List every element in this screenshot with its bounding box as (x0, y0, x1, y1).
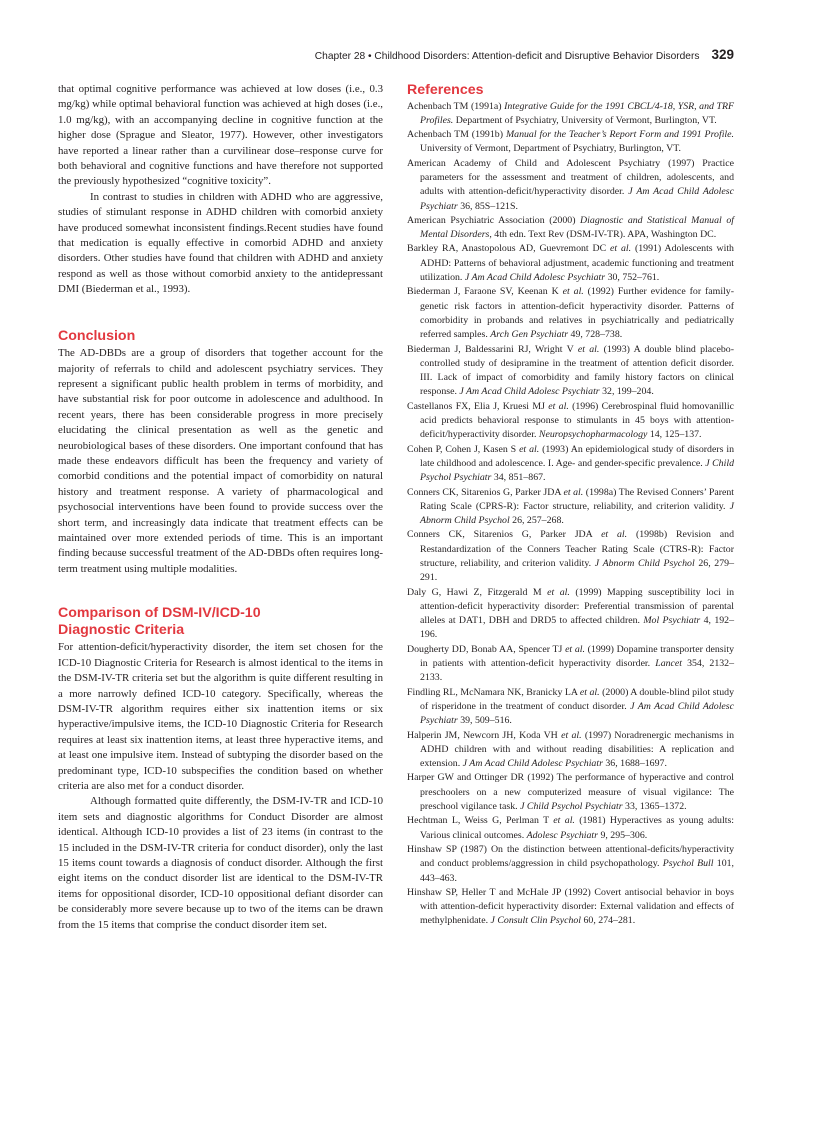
comparison-heading-line1: Comparison of DSM-IV/ICD-10 (58, 605, 261, 622)
reference-item: Achenbach TM (1991a) Integrative Guide for the 1991 CBCL/4-18, YSR, and TRF Profiles. Department of Psychiatry, University of Vermont, Burlington, VT. (407, 100, 734, 126)
reference-item: Findling RL, McNamara NK, Branicky LA et al. (2000) A double-blind pilot study of risperidone in the treatment of conduct disorder. J Am Acad Child Adolesc Psychiatr 39, 509–516. (407, 686, 734, 727)
left-column (58, 82, 383, 933)
reference-item: Conners CK, Sitarenios G, Parker JDA et al. (1998a) The Revised Conners’ Parent Rating Scale (CPRS-R): Factor structure, reliability, and criterion validity. J Abnorm Child Psychol 26, 257–268. (407, 486, 735, 527)
reference-item: Biederman J, Faraone SV, Keenan K et al. (1992) Further evidence for family-genetic risk factors in attention-deficit hyperactivity disorder. Patterns of comorbidity in probands and relatives in psychiatrically and pediatrically referred samples. Arch Gen Psychiatr 49, 728–738. (407, 286, 734, 341)
reference-item: Conners CK, Sitarenios G, Parker JDA et al. (1998b) Revision and Restandardization of the Conners Teacher Rating Scale (CTRS-R): Factor structure, reliability, and criterion validity. J Abnorm Child Psychol 26, 279–291. (407, 529, 734, 584)
comparison-paragraph: Although formatted quite differently, the DSM-IV-TR and ICD-10 item sets and diagnostic algorithms for Conduct Disorder are almost identical. Although ICD-10 provides a list of 23 items (in contrast to the 15 included in the DSM-IV-TR criteria for conduct disorder), only the last 15 items count towards a diagnosis of conduct disorder. Although the first eight items on the conduct disorder list are identical to the DSM-IV-TR items for oppositional disorder, ICD-10 oppositional defiant disorder can be considerably more severe because up to two of the items can be drawn from the 15 items that comprise the conduct disorder item set. (58, 795, 383, 931)
body-paragraph: In contrast to studies in children with ADHD who are aggressive, studies of stimulant response in ADHD children with comorbid anxiety have produced somewhat inconsistent findings.Recent studies have found that medication is equally effective in comorbid ADHD and anxiety disorders. Other studies have found that children with ADHD and anxiety respond as well as those without comorbid anxiety to the antidepressant DMI (Biederman et al., 1993). (58, 190, 383, 296)
reference-item: Hechtman L, Weiss G, Perlman T et al. (1981) Hyperactives as young adults: Various clinical outcomes. Adolesc Psychiatr 9, 295–306. (407, 815, 735, 841)
page-number: 329 (711, 47, 734, 62)
reference-item: Cohen P, Cohen J, Kasen S et al. (1993) An epidemiological study of disorders in late childhood and adolescence. I. Age- and gender-specific prevalence. J Child Psychol Psychiatr 34, 851–867. (407, 443, 734, 484)
reference-list (407, 100, 734, 929)
reference-item: Achenbach TM (1991b) Manual for the Teacher’s Report Form and 1991 Profile. University of Vermont, Department of Psychiatry, Burlington, VT. (407, 129, 734, 155)
reference-item: Dougherty DD, Bonab AA, Spencer TJ et al. (1999) Dopamine transporter density in patients with attention-deficit hyperactivity disorder. Lancet 354, 2132–2133. (407, 643, 735, 684)
reference-item: Biederman J, Baldessarini RJ, Wright V et al. (1993) A double blind placebo-controlled study of desipramine in the treatment of attention deficit disorder. III. Lack of impact of comorbidity and family history factors on clinical response. J Am Acad Child Adolesc Psychiatr 32, 199–204. (407, 343, 735, 398)
reference-item: Daly G, Hawi Z, Fitzgerald M et al. (1999) Mapping susceptibility loci in attention-deficit hyperactivity disorder: Preferential transmission of parental alleles at DAT1, DBH and DRD5 to affected children. Mol Psychiatr 4, 192–196. (407, 586, 734, 641)
reference-item: Harper GW and Ottinger DR (1992) The performance of hyperactive and control preschoolers on a new computerized measure of visual vigilance: The preschool vigilance task. J Child Psychol Psychiatr 33, 1365–1372. (407, 772, 734, 813)
comparison-heading (58, 605, 383, 638)
comparison-heading-line2: Diagnostic Criteria (58, 621, 185, 638)
chapter-title: Chapter 28 • Childhood Disorders: Attention-deficit and Disruptive Behavior Disorders (314, 51, 700, 62)
reference-item: Hinshaw SP, Heller T and McHale JP (1992) Covert antisocial behavior in boys with attention-deficit hyperactivity disorder: External validation and effects of methylphenidate. J Consult Clin Psychol 60, 274–281. (407, 886, 734, 927)
reference-item: Castellanos FX, Elia J, Kruesi MJ et al. (1996) Cerebrospinal fluid homovanillic acid predicts behavioral response to stimulants in 45 boys with attention-deficit/hyperactivity disorder. Neuropsychopharmacology 14, 125–137. (407, 400, 735, 441)
running-head (58, 47, 734, 62)
body-paragraph: that optimal cognitive performance was achieved at low doses (i.e., 0.3 mg/kg) while optimal behavioral function was achieved at high doses (i.e., 1.0 mg/kg), with an accompanying decline in cognitive function at the higher dose (Sprague and Sleator, 1977). However, other investigators have reported a linear rather than a curvilinear dose–response curve for both behavioral and cognitive functions and have therefore not supported the previously hypothesized “cognitive toxicity”. (58, 83, 383, 188)
reference-item: Barkley RA, Anastopolous AD, Guevremont DC et al. (1991) Adolescents with ADHD: Patterns of behavioral adjustment, academic functioning and treatment utilization. J Am Acad Child Adolesc Psychiatr 30, 752–761. (407, 243, 734, 284)
conclusion-heading: Conclusion (58, 327, 136, 344)
right-column (407, 82, 734, 929)
comparison-paragraph: For attention-deficit/hyperactivity disorder, the item set chosen for the ICD-10 Diagnostic Criteria for Research is almost identical to the items in the DSM-IV-TR criteria set but the algorithm is quite different resulting in a more narrowly defined ICD-10 category. Specifically, whereas the DSM-IV-TR algorithm requires either six inattention items or six hyperactive/impulsive items, the ICD-10 Diagnostic Criteria for Research requires at least six inattention items, at least three hyperactive items, and at least one impulsive item. Instead of subtyping the disorder based on the predominant type, ICD-10 subspecifies the condition based on whether criteria are also met for a conduct disorder. (58, 641, 383, 792)
conclusion-paragraph: The AD-DBDs are a group of disorders that together account for the majority of referrals to child and adolescent psychiatry services. They represent a significant public health problem in terms of morbidity, and have substantial risk for poor outcome in adolescence and adulthood. In recent years, there has been considerable progress in more precisely elucidating the clinical presentation as well as the genetic and neurobiological bases of these disorders. One important confound that has made these endeavors difficult has been the frequency and variety of comorbid conditions and the potential impact of comorbidity on natural history and treatment response. A variety of pharmacological and psychosocial interventions have been found to provide success over the short term, and increasingly data indicate that treatment effects can be maintained over more extended periods of time. This is an important finding because successful treatment of the AD-DBDs often requires long-term treatment using multiple modalities. (58, 347, 383, 575)
reference-item: American Academy of Child and Adolescent Psychiatry (1997) Practice parameters for the assessment and treatment of children, adolescents, and adults with attention-deficit/hyperactivity disorder. J Am Acad Child Adolesc Psychiatr 36, 85S–121S. (407, 157, 734, 212)
reference-item: American Psychiatric Association (2000) Diagnostic and Statistical Manual of Mental Disorders, 4th edn. Text Rev (DSM-IV-TR). APA, Washington DC. (407, 214, 734, 241)
reference-item: Hinshaw SP (1987) On the distinction between attentional-deficits/hyperactivity and conduct problems/aggression in child psychopathology. Psychol Bull 101, 443–463. (407, 843, 734, 884)
references-heading: References (407, 82, 484, 98)
reference-item: Halperin JM, Newcorn JH, Koda VH et al. (1997) Noradrenergic mechanisms in ADHD children with and without reading disabilities: A replication and extension. J Am Acad Child Adolesc Psychiatr 36, 1688–1697. (407, 729, 734, 770)
